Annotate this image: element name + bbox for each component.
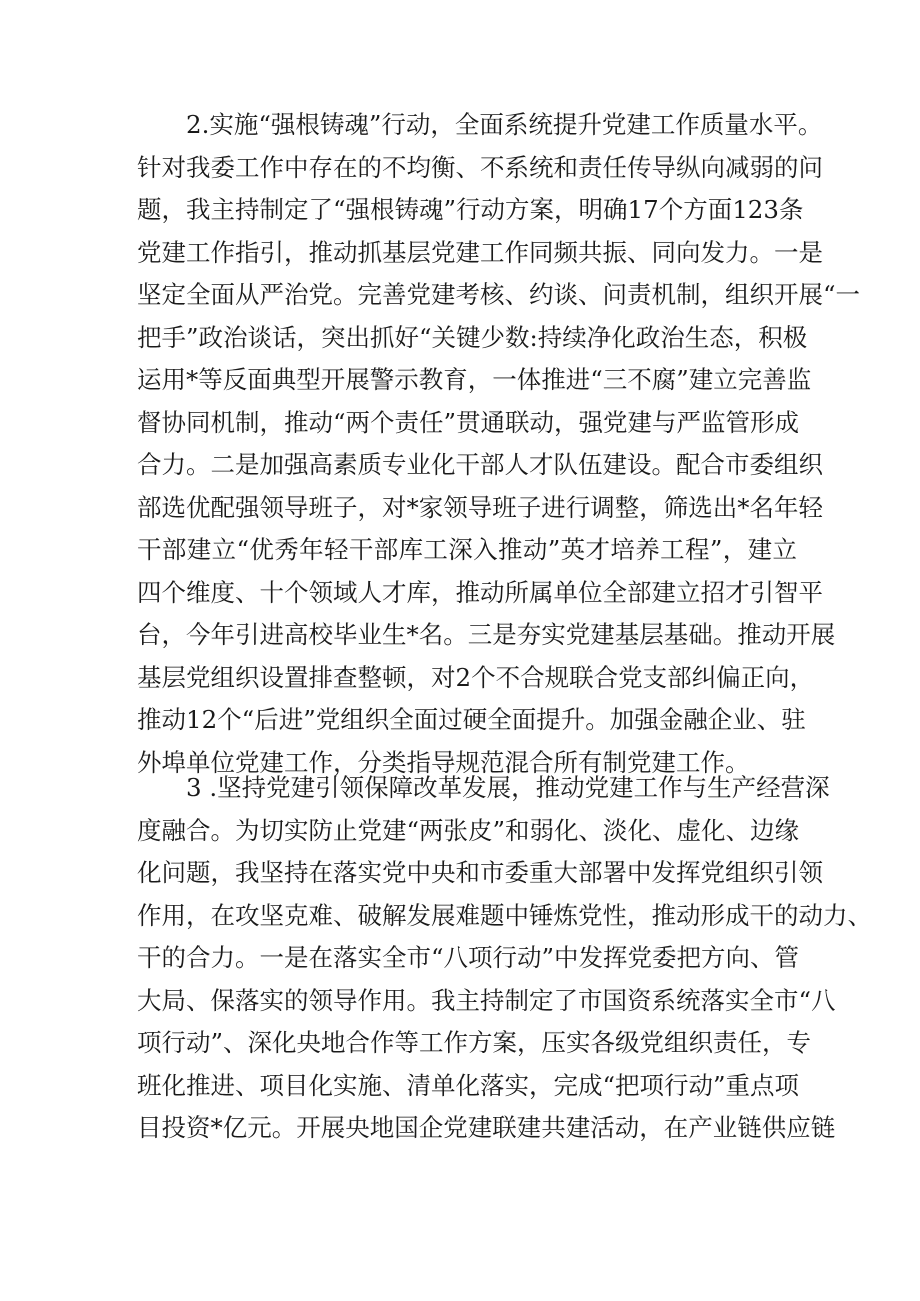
paragraph-line: 2.实施“强根铸魂”行动，全面系统提升党建工作质量水平。 [186,110,823,139]
paragraph-line: 班化推进、项目化实施、清单化落实，完成“把项行动”重点项 [137,1070,800,1100]
paragraph-line: 干部建立“优秀年轻干部库工深入推动”英才培养工程”，建立 [137,535,797,564]
paragraph-line: 干的合力。一是在落实全市“八项行动”中发挥党委把方向、管 [137,943,800,972]
paragraph-line: 运用*等反面典型开展警示教育，一体推进“三不腐”建立完善监 [137,365,812,394]
paragraph-line: 坚定全面从严治党。完善党建考核、约谈、问责机制，组织开展“一 [137,280,861,309]
paragraph-line: 作用，在攻坚克难、破解发展难题中锤炼党性，推动形成干的动力、 [137,900,872,930]
paragraph-line: 题，我主持制定了“强根铸魂”行动方案，明确17个方面123条 [137,195,804,224]
paragraph-line: 把手”政治谈话，突出抓好“关键少数:持续净化政治生态，积极 [137,322,808,352]
paragraph-party-building-action [137,104,861,784]
paragraph-line: 党建工作指引，推动抓基层党建工作同频共振、同向发力。一是 [137,237,823,267]
paragraph-line: 针对我委工作中存在的不均衡、不系统和责任传导纵向减弱的问 [137,152,823,182]
paragraph-line: 度融合。为切实防止党建“两张皮”和弱化、淡化、虚化、边缘 [137,815,800,845]
paragraph-body [137,767,872,1150]
paragraph-line: 推动12个“后进”党组织全面过硬全面提升。加强金融企业、驻 [137,705,806,734]
paragraph-line: 四个维度、十个领域人才库，推动所属单位全部建立招才引智平 [137,577,823,607]
paragraph-line: 基层党组织设置排查整顿，对2个不合规联合党支部纠偏正向， [137,662,815,692]
paragraph-line: 大局、保落实的领导作用。我主持制定了市国资系统落实全市“八 [137,985,836,1015]
paragraph-line: 项行动”、深化央地合作等工作方案，压实各级党组织责任，专 [137,1028,812,1057]
paragraph-line: 台，今年引进高校毕业生*名。三是夯实党建基层基础。推动开展 [137,620,836,649]
paragraph-line: 合力。二是加强高素质专业化干部人才队伍建设。配合市委组织 [137,450,823,479]
paragraph-reform-development [137,767,872,1150]
paragraph-line: 外埠单位党建工作，分类指导规范混合所有制党建工作。 [137,747,750,777]
paragraph-body [137,104,861,784]
paragraph-line: 目投资*亿元。开展央地国企党建联建共建活动，在产业链供应链 [137,1113,836,1142]
paragraph-line: 部选优配强领导班子，对*家领导班子进行调整，筛选出*名年轻 [137,492,823,522]
paragraph-line: 化问题，我坚持在落实党中央和市委重大部署中发挥党组织引领 [137,858,823,887]
paragraph-line: 督协同机制，推动“两个责任”贯通联动，强党建与严监管形成 [137,407,800,437]
paragraph-line: 3 .坚持党建引领保障改革发展，推动党建工作与生产经营深 [186,773,830,802]
